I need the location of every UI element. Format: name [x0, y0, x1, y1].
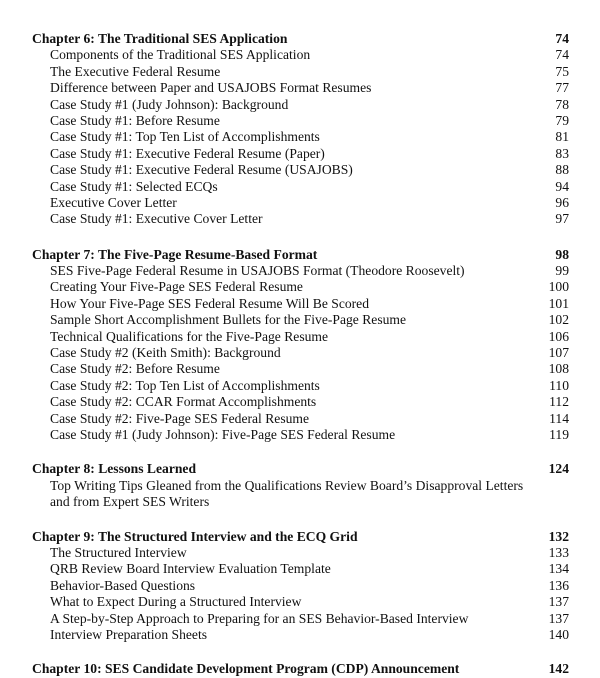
chapter-heading[interactable] [0, 461, 600, 477]
entry-page-number: 81 [555, 129, 569, 145]
chapter-heading[interactable] [0, 247, 600, 263]
entry-title: QRB Review Board Interview Evaluation Template [50, 561, 331, 577]
chapter-8 [0, 461, 600, 510]
toc-entry[interactable] [0, 611, 600, 627]
chapter-title: Chapter 10: SES Candidate Development Program (CDP) Announcement [32, 661, 460, 677]
entry-page-number: 94 [555, 178, 569, 194]
entry-title: Technical Qualifications for the Five-Page Resume [50, 328, 329, 344]
toc-entry[interactable] [0, 594, 600, 610]
entry-page-number: 96 [555, 194, 569, 210]
chapter-spacer [0, 511, 600, 529]
toc-entry[interactable] [0, 378, 600, 394]
chapter-heading[interactable] [0, 529, 600, 545]
toc-entry[interactable] [0, 394, 600, 410]
entry-page-number: 140 [548, 626, 569, 642]
toc-entry[interactable] [0, 561, 600, 577]
toc-entry[interactable] [0, 113, 600, 129]
entry-title: SES Five-Page Federal Resume in USAJOBS Format (Theodore Roosevelt) [50, 263, 465, 279]
entry-page-number: 134 [548, 561, 569, 577]
entry-title: What to Expect During a Structured Interview [50, 594, 302, 610]
toc-entry[interactable] [0, 545, 600, 561]
toc-entry[interactable] [0, 578, 600, 594]
entry-page-number: 100 [548, 279, 569, 295]
chapter-spacer [0, 643, 600, 661]
chapter-page-number: 98 [555, 246, 569, 262]
chapter-6 [0, 31, 600, 228]
entry-page-number: 99 [555, 263, 569, 279]
toc-entry[interactable] [0, 179, 600, 195]
toc-entry[interactable] [0, 279, 600, 295]
entry-title: Sample Short Accomplishment Bullets for the Five-Page Resume [50, 312, 407, 328]
entry-page-number: 119 [549, 426, 569, 442]
entry-page-number: 97 [555, 211, 569, 227]
chapter-page-number: 132 [548, 528, 569, 544]
chapter-page-number: 124 [548, 461, 569, 477]
entry-title: Case Study #1: Top Ten List of Accomplishments [50, 129, 320, 145]
toc-entry[interactable] [0, 361, 600, 377]
entry-page-number: 102 [548, 312, 569, 328]
entry-title: Behavior-Based Questions [50, 577, 196, 593]
entry-title: The Executive Federal Resume [50, 63, 221, 79]
entry-page-number: 75 [555, 63, 569, 79]
chapter-page-number: 142 [548, 661, 569, 677]
entry-page-number: 79 [555, 112, 569, 128]
entry-page-number: 101 [548, 295, 569, 311]
chapter-title: Chapter 9: The Structured Interview and the ECQ Grid [32, 528, 358, 544]
entry-title: Components of the Traditional SES Application [50, 47, 311, 63]
entry-page-number: 112 [549, 394, 569, 410]
entry-title: Case Study #2: Before Resume [50, 361, 220, 377]
toc-entry[interactable] [0, 129, 600, 145]
entry-title: The Structured Interview [50, 544, 187, 560]
entry-title: Case Study #1: Selected ECQs [50, 178, 218, 194]
chapter-spacer [0, 228, 600, 247]
entry-title: Case Study #2: Top Ten List of Accomplishments [50, 377, 320, 393]
chapter-9 [0, 529, 600, 644]
entry-page-number: 83 [555, 145, 569, 161]
entry-title: Difference between Paper and USAJOBS Format Resumes [50, 80, 372, 96]
entry-page-number: 110 [549, 377, 569, 393]
entry-page-number: 74 [555, 47, 569, 63]
entry-page-number: 137 [548, 610, 569, 626]
chapter-title: Chapter 6: The Traditional SES Application [32, 31, 288, 46]
entry-page-number: 108 [548, 361, 569, 377]
toc-entry[interactable] [0, 329, 600, 345]
toc-entry[interactable] [0, 162, 600, 178]
toc-entry[interactable] [0, 80, 600, 96]
entry-title: Case Study #1: Before Resume [50, 112, 220, 128]
entry-title: A Step-by-Step Approach to Preparing for an SES Behavior-Based Interview [50, 610, 469, 626]
entry-title: Executive Cover Letter [50, 194, 177, 210]
toc-entry[interactable] [0, 345, 600, 361]
entry-title: Top Writing Tips Gleaned from the Qualifications Review Board’s Disapproval Letters and from Expert SES Writers [50, 477, 524, 510]
entry-title: Case Study #2 (Keith Smith): Background [50, 345, 281, 361]
toc-entry[interactable] [0, 627, 600, 643]
entry-page-number: 137 [548, 594, 569, 610]
entry-title: Case Study #1 (Judy Johnson): Five-Page SES Federal Resume [50, 426, 396, 442]
toc-entry[interactable] [0, 64, 600, 80]
entry-page-number: 136 [548, 577, 569, 593]
toc-entry[interactable] [0, 312, 600, 328]
toc-entry[interactable] [0, 427, 600, 443]
toc-entry[interactable] [0, 146, 600, 162]
entry-title: Case Study #2: CCAR Format Accomplishments [50, 394, 317, 410]
entry-title: Case Study #1 (Judy Johnson): Background [50, 96, 289, 112]
chapter-heading[interactable] [0, 31, 600, 47]
chapter-7 [0, 247, 600, 444]
toc-entry[interactable] [0, 411, 600, 427]
entry-title: Case Study #1: Executive Cover Letter [50, 211, 263, 227]
chapter-title: Chapter 7: The Five-Page Resume-Based Format [32, 246, 318, 262]
toc-entry[interactable] [0, 195, 600, 211]
toc-entry[interactable] [0, 296, 600, 312]
chapter-heading[interactable] [0, 661, 600, 677]
entry-page-number: 77 [555, 80, 569, 96]
toc-entry[interactable] [0, 97, 600, 113]
toc-entry[interactable] [0, 478, 600, 511]
entry-page-number: 133 [548, 544, 569, 560]
entry-title: Case Study #1: Executive Federal Resume (Paper) [50, 145, 325, 161]
entry-title: How Your Five-Page SES Federal Resume Will Be Scored [50, 295, 370, 311]
entry-title: Creating Your Five-Page SES Federal Resume [50, 279, 303, 295]
chapter-page-number: 74 [555, 31, 569, 46]
entry-page-number: 88 [555, 162, 569, 178]
entry-page-number: 78 [555, 96, 569, 112]
entry-title: Case Study #1: Executive Federal Resume (USAJOBS) [50, 162, 353, 178]
toc-entry[interactable] [0, 263, 600, 279]
entry-page-number: 106 [548, 328, 569, 344]
toc-entry[interactable] [0, 211, 600, 227]
chapter-10 [0, 661, 600, 677]
chapter-spacer [0, 443, 600, 461]
entry-title: Interview Preparation Sheets [50, 626, 208, 642]
entry-page-number: 107 [548, 345, 569, 361]
entry-page-number: 114 [549, 410, 569, 426]
toc-entry[interactable] [0, 47, 600, 63]
entry-title: Case Study #2: Five-Page SES Federal Resume [50, 410, 310, 426]
chapter-title: Chapter 8: Lessons Learned [32, 461, 197, 477]
